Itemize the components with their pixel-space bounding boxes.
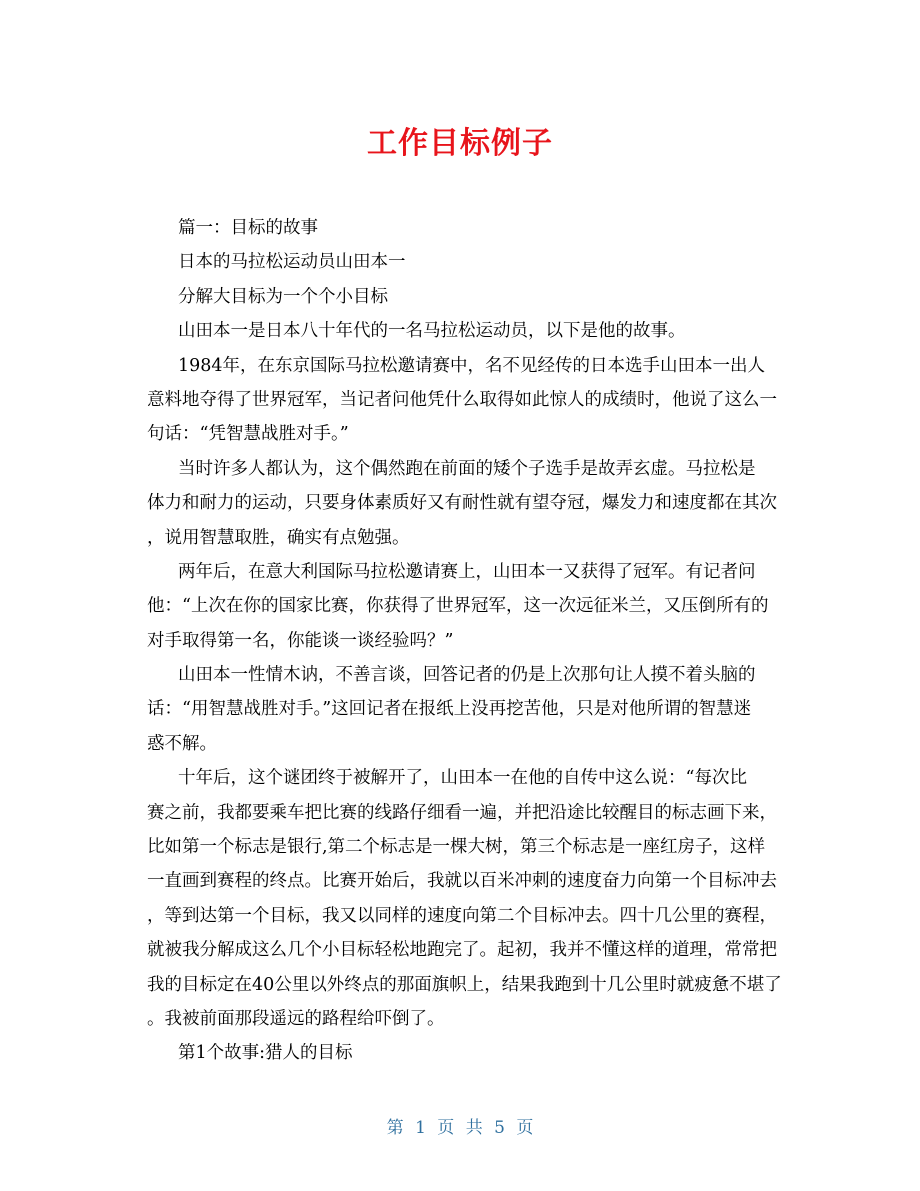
paragraph xyxy=(147,280,773,314)
text-line: ，等到达第一个目标，我又以同样的速度向第二个目标冲去。四十几公里的赛程， xyxy=(147,905,777,926)
text-line: 对手取得第一名，你能谈一谈经验吗？” xyxy=(147,630,454,651)
text-line: 话：“用智慧战胜对手。”这回记者在报纸上没再挖苦他，只是对他所谓的智慧迷 xyxy=(147,699,752,720)
text-line: 句话：“凭智慧战胜对手。” xyxy=(147,424,349,445)
paragraph xyxy=(147,452,777,555)
document-body xyxy=(147,211,782,1071)
text-line: 十年后，这个谜团终于被解开了，山田本一在他的自传中这么说：“每次比 xyxy=(178,768,747,789)
page-footer: 第 1 页 共 5 页 xyxy=(386,1118,534,1138)
paragraph xyxy=(147,314,773,348)
text-line: 意料地夺得了世界冠军，当记者问他凭什么取得如此惊人的成绩时，他说了这么一 xyxy=(147,389,777,410)
text-line: 当时许多人都认为，这个偶然跑在前面的矮个子选手是故弄玄虚。马拉松是 xyxy=(178,458,756,479)
text-line: ，说用智慧取胜，确实有点勉强。 xyxy=(147,527,410,548)
text-line: 山田本一性情木讷，不善言谈，回答记者的仍是上次那句让人摸不着头脑的 xyxy=(178,665,756,686)
text-line: 第1个故事:猎人的目标 xyxy=(178,1043,353,1064)
paragraph xyxy=(147,761,782,1036)
paragraph xyxy=(147,211,773,245)
text-line: 惑不解。 xyxy=(147,733,217,754)
paragraph xyxy=(147,555,773,658)
document-title: 工作目标例子 xyxy=(367,126,553,161)
text-line: 赛之前，我都要乘车把比赛的线路仔细看一遍，并把沿途比较醒目的标志画下来， xyxy=(147,802,777,823)
paragraph xyxy=(147,658,773,761)
text-line: 体力和耐力的运动，只要身体素质好又有耐性就有望夺冠，爆发力和速度都在其次 xyxy=(147,493,777,514)
text-line: 分解大目标为一个个小目标 xyxy=(178,286,388,307)
text-line: 就被我分解成这么几个小目标轻松地跑完了。起初，我并不懂这样的道理，常常把 xyxy=(147,940,777,961)
paragraph xyxy=(147,1036,773,1070)
text-line: 一直画到赛程的终点。比赛开始后，我就以百米冲刺的速度奋力向第一个目标冲去 xyxy=(147,871,777,892)
text-line: 日本的马拉松运动员山田本一 xyxy=(178,252,406,273)
text-line: 比如第一个标志是银行,第二个标志是一棵大树，第三个标志是一座红房子，这样 xyxy=(147,837,766,858)
text-line: 篇一：目标的故事 xyxy=(178,218,318,238)
paragraph xyxy=(147,349,777,452)
text-line: 山田本一是日本八十年代的一名马拉松运动员，以下是他的故事。 xyxy=(178,321,686,342)
text-line: 我的目标定在40公里以外终点的那面旗帜上，结果我跑到十几公里时就疲惫不堪了 xyxy=(147,974,782,995)
text-line: 两年后，在意大利国际马拉松邀请赛上，山田本一又获得了冠军。有记者问 xyxy=(178,561,756,582)
text-line: 他：“上次在你的国家比赛，你获得了世界冠军，这一次远征米兰，又压倒所有的 xyxy=(147,596,769,617)
paragraph xyxy=(147,245,773,279)
text-line: 1984年，在东京国际马拉松邀请赛中，名不见经传的日本选手山田本一出人 xyxy=(178,355,766,376)
text-line: 。我被前面那段遥远的路程给吓倒了。 xyxy=(147,1008,445,1029)
